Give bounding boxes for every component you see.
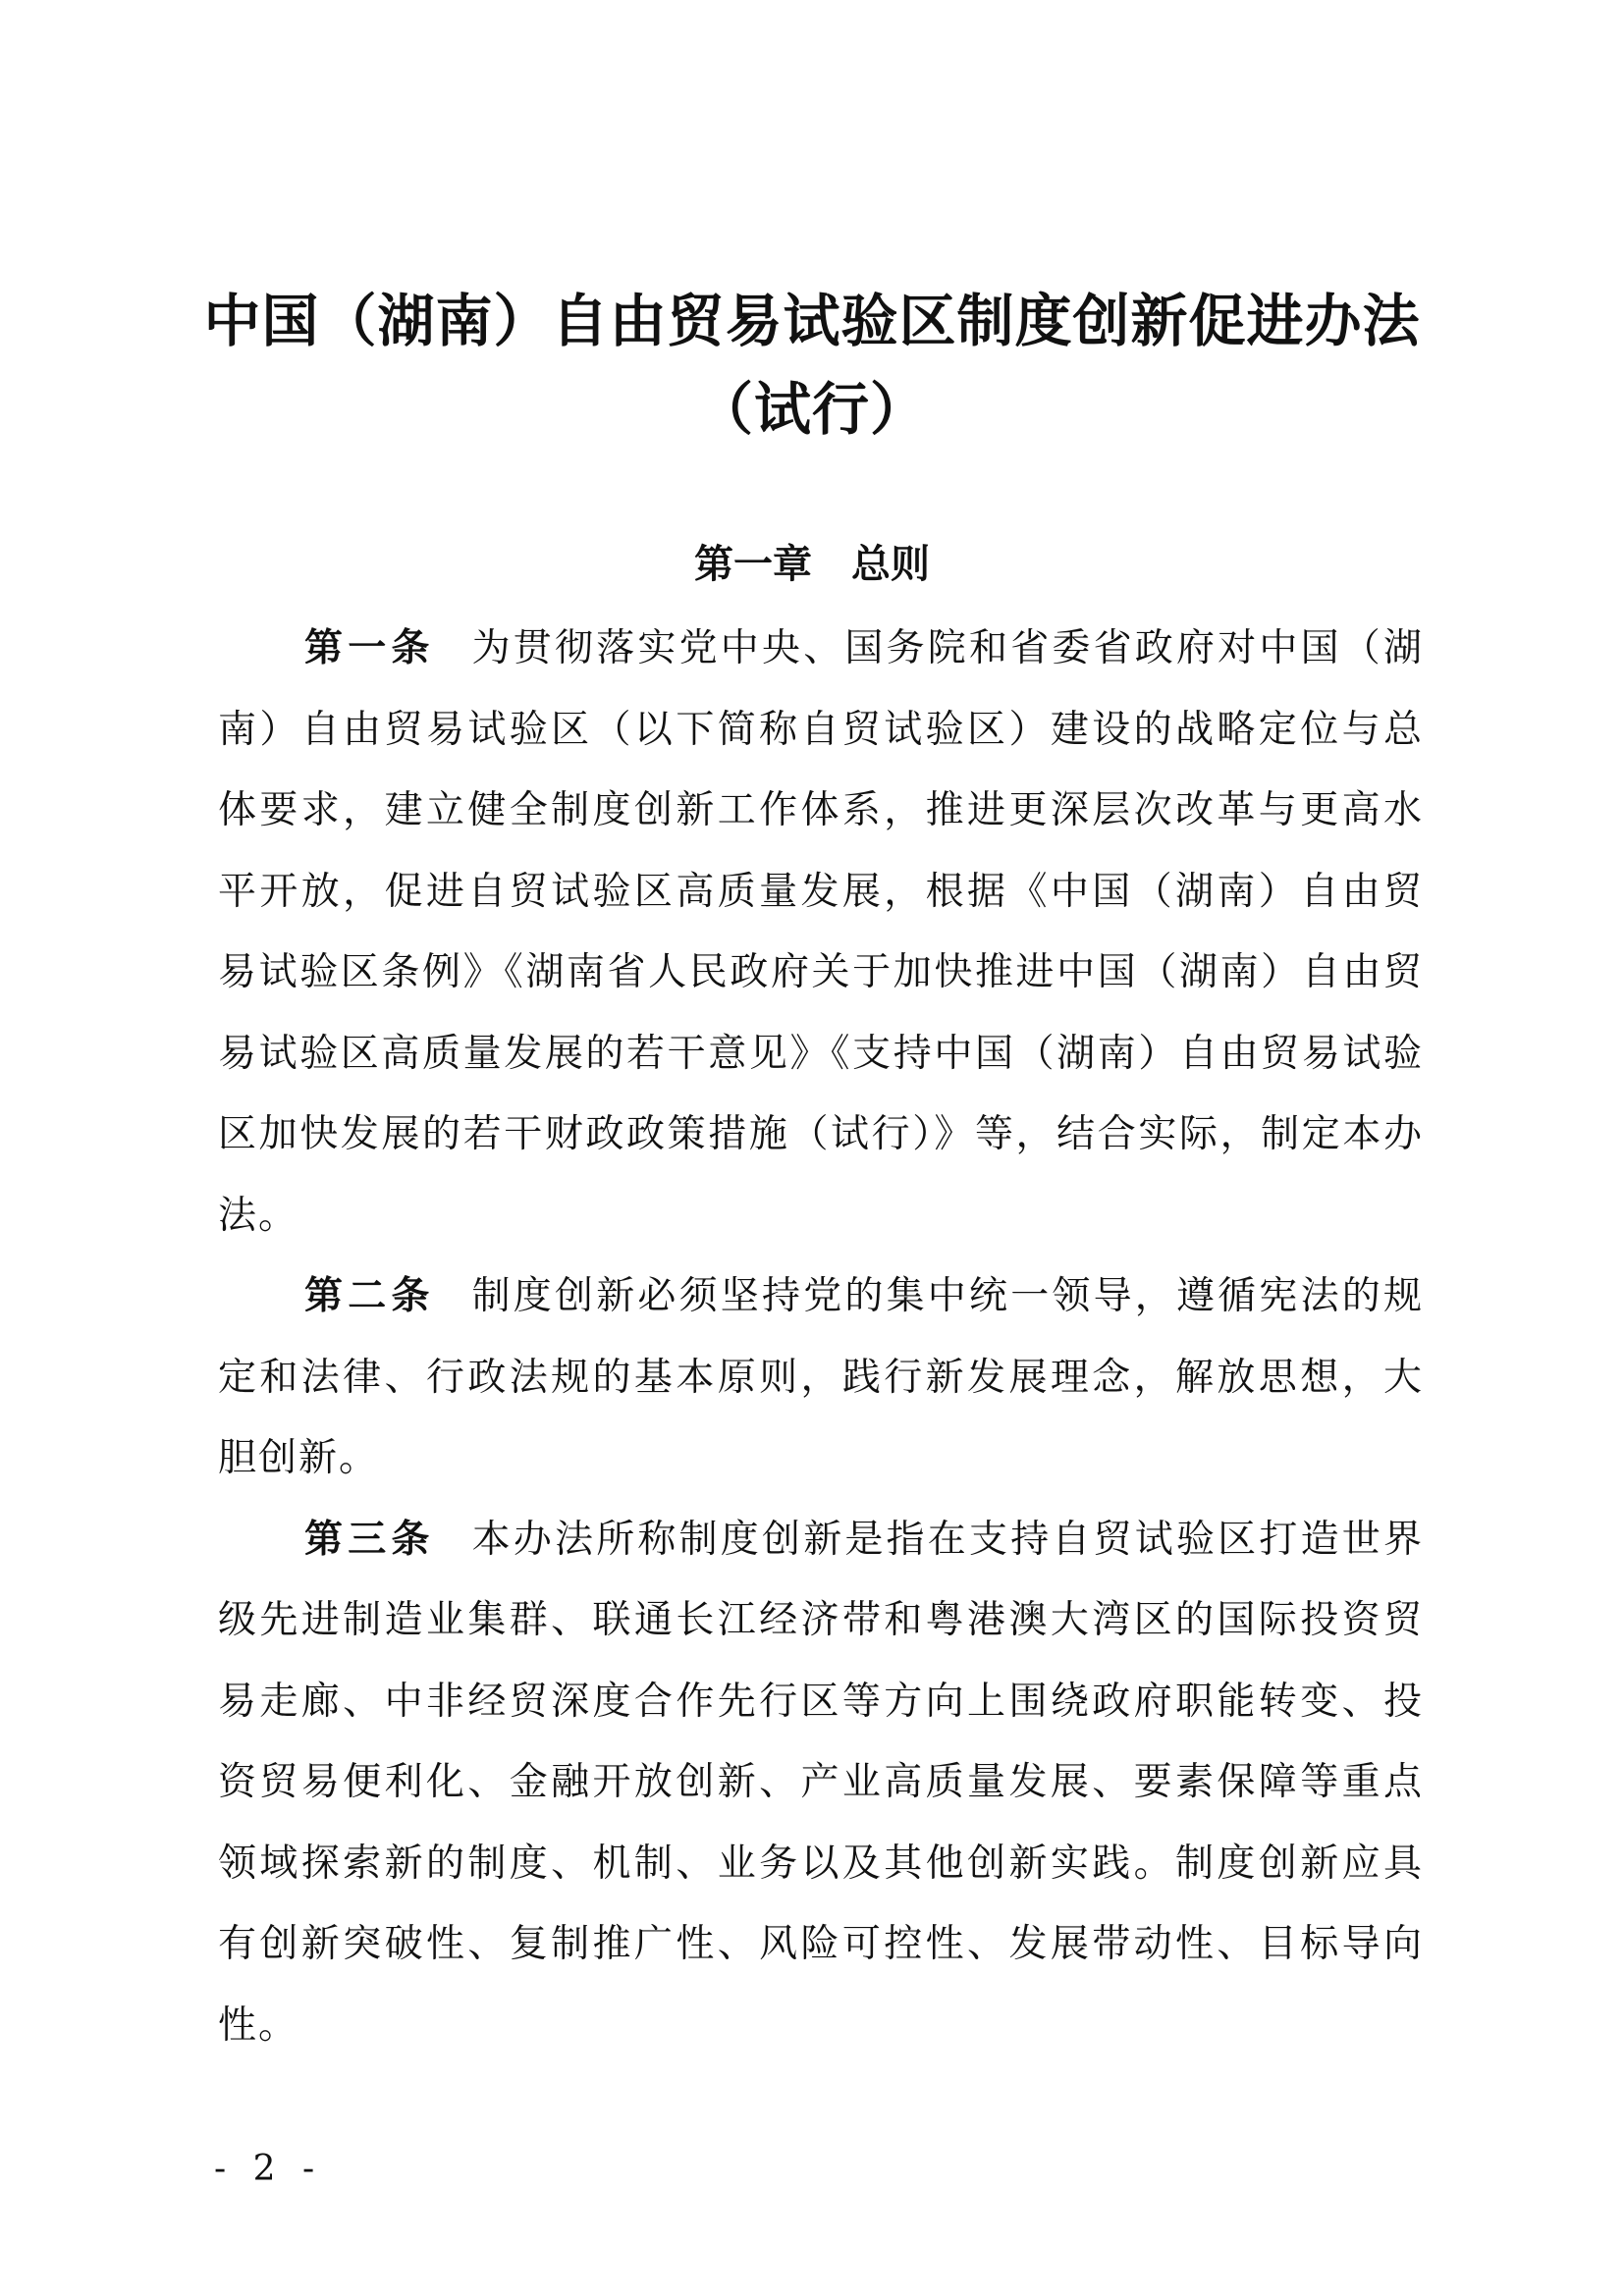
document-title-line-2: （试行） <box>695 376 928 443</box>
article-2-label: 第二条 <box>304 1274 435 1318</box>
article-3 <box>218 1500 1424 2067</box>
document-title-line-1: 中国（湖南）自由贸易试验区制度创新促进办法 <box>203 288 1421 354</box>
document-title <box>0 277 1624 454</box>
article-3-text: 本办法所称制度创新是指在支持自贸试验区打造世界级先进制造业集群、联通长江经济带和粤港澳大湾区的国际投资贸易走廊、中非经贸深度合作先行区等方向上围绕政府职能转变、投资贸易便利化、金融开放创新、产业高质量发展、要素保障等重点领域探索新的制度、机制、业务以及其他创新实践。制度创新应具有创新突破性、复制推广性、风险可控性、发展带动性、目标导向性。 <box>218 1517 1424 2048</box>
article-2 <box>218 1256 1424 1500</box>
article-1-label: 第一条 <box>304 626 435 670</box>
document-body <box>218 609 1424 2066</box>
chapter-heading: 第一章 总则 <box>694 542 930 587</box>
article-2-text: 制度创新必须坚持党的集中统一领导，遵循宪法的规定和法律、行政法规的基本原则，践行新发展理念，解放思想，大胆创新。 <box>218 1274 1424 1480</box>
article-3-label: 第三条 <box>304 1517 435 1562</box>
article-1-text: 为贯彻落实党中央、国务院和省委省政府对中国（湖南）自由贸易试验区（以下简称自贸试验区）建设的战略定位与总体要求，建立健全制度创新工作体系，推进更深层次改革与更高水平开放，促进自贸试验区高质量发展，根据《中国（湖南）自由贸易试验区条例》《湖南省人民政府关于加快推进中国（湖南）自由贸易试验区高质量发展的若干意见》《支持中国（湖南）自由贸易试验区加快发展的若干财政政策措施（试行）》等，结合实际，制定本办法。 <box>218 626 1424 1238</box>
article-1 <box>218 609 1424 1256</box>
page-number: - 2 - <box>214 2149 323 2189</box>
